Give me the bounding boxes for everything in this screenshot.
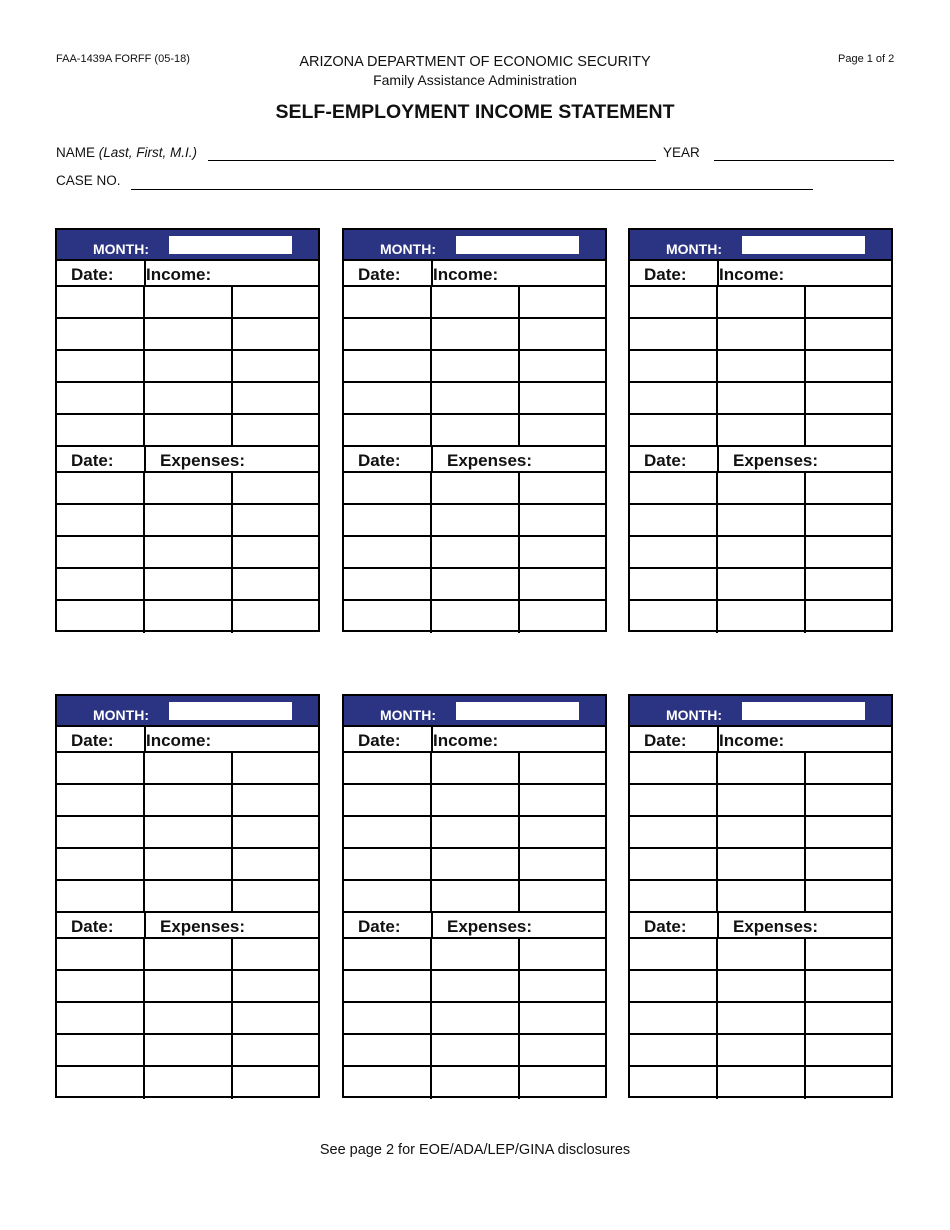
expenses-cell[interactable] (806, 1035, 891, 1067)
case-number-field[interactable] (131, 189, 813, 190)
income-cell[interactable] (432, 319, 520, 351)
month-label: MONTH: (380, 707, 436, 723)
column-divider (144, 913, 146, 937)
month-header (344, 696, 605, 727)
expenses-label: Expenses: (447, 451, 533, 470)
income-cell[interactable] (630, 881, 718, 913)
expenses-cell[interactable] (233, 939, 318, 971)
expenses-cell[interactable] (718, 1003, 806, 1035)
expenses-cell[interactable] (233, 569, 318, 601)
expenses-cell[interactable] (145, 569, 233, 601)
expenses-cell[interactable] (718, 537, 806, 569)
income-cell[interactable] (630, 415, 718, 447)
expenses-cell[interactable] (344, 939, 432, 971)
month-block-1 (55, 228, 320, 632)
expenses-cell[interactable] (630, 1035, 718, 1067)
expenses-cell[interactable] (344, 537, 432, 569)
expenses-cell[interactable] (520, 601, 605, 633)
expenses-cell[interactable] (233, 473, 318, 505)
expenses-cell[interactable] (57, 939, 145, 971)
income-cell[interactable] (145, 383, 233, 415)
month-block-3 (628, 228, 893, 632)
income-cell[interactable] (432, 351, 520, 383)
expenses-cell[interactable] (344, 1067, 432, 1099)
income-cell[interactable] (432, 785, 520, 817)
expenses-cell[interactable] (718, 601, 806, 633)
income-cell[interactable] (344, 817, 432, 849)
income-cell[interactable] (145, 753, 233, 785)
income-cell[interactable] (233, 287, 318, 319)
income-header-row (630, 261, 891, 287)
expenses-cell[interactable] (806, 939, 891, 971)
expenses-cell[interactable] (806, 601, 891, 633)
income-cell[interactable] (630, 817, 718, 849)
date-label: Date: (644, 917, 687, 936)
income-cell[interactable] (233, 785, 318, 817)
expenses-cell[interactable] (520, 1035, 605, 1067)
income-cell[interactable] (630, 753, 718, 785)
income-label: Income: (146, 731, 212, 750)
month-header (630, 696, 891, 727)
expenses-cell[interactable] (432, 971, 520, 1003)
income-header-row (344, 261, 605, 287)
date-label: Date: (644, 265, 687, 284)
expenses-cell[interactable] (432, 1003, 520, 1035)
column-divider (431, 913, 433, 937)
month-input[interactable] (169, 702, 292, 720)
income-cell[interactable] (806, 817, 891, 849)
income-cell[interactable] (57, 383, 145, 415)
expenses-header-row (57, 447, 318, 473)
month-header (57, 230, 318, 261)
expenses-cell[interactable] (432, 1067, 520, 1099)
income-cell[interactable] (520, 753, 605, 785)
year-label: YEAR (663, 145, 700, 160)
income-cell[interactable] (806, 785, 891, 817)
expenses-cell[interactable] (718, 505, 806, 537)
expenses-cell[interactable] (57, 1003, 145, 1035)
expenses-cell[interactable] (630, 1067, 718, 1099)
income-cell[interactable] (520, 785, 605, 817)
income-cell[interactable] (344, 849, 432, 881)
expenses-cell[interactable] (233, 537, 318, 569)
expenses-cell[interactable] (520, 505, 605, 537)
income-header-row (57, 261, 318, 287)
income-cell[interactable] (57, 415, 145, 447)
expenses-cell[interactable] (145, 473, 233, 505)
income-cell[interactable] (520, 351, 605, 383)
income-cell[interactable] (344, 351, 432, 383)
expenses-cell[interactable] (806, 473, 891, 505)
expenses-cell[interactable] (630, 971, 718, 1003)
expenses-cell[interactable] (718, 1067, 806, 1099)
expenses-cell[interactable] (630, 537, 718, 569)
expenses-cell[interactable] (233, 601, 318, 633)
expenses-cell[interactable] (57, 971, 145, 1003)
income-cell[interactable] (718, 383, 806, 415)
income-cell[interactable] (806, 881, 891, 913)
column-divider (144, 447, 146, 471)
income-cell[interactable] (233, 817, 318, 849)
expenses-cell[interactable] (57, 505, 145, 537)
income-cell[interactable] (630, 383, 718, 415)
agency-name: ARIZONA DEPARTMENT OF ECONOMIC SECURITY (299, 54, 651, 70)
income-cell[interactable] (520, 881, 605, 913)
expenses-cell[interactable] (520, 1067, 605, 1099)
income-cell[interactable] (432, 817, 520, 849)
income-cell[interactable] (145, 881, 233, 913)
income-cell[interactable] (233, 881, 318, 913)
month-label: MONTH: (666, 241, 722, 257)
income-cell[interactable] (145, 351, 233, 383)
income-cell[interactable] (145, 817, 233, 849)
income-cell[interactable] (57, 287, 145, 319)
income-cell[interactable] (233, 351, 318, 383)
income-cell[interactable] (145, 319, 233, 351)
expenses-cell[interactable] (630, 505, 718, 537)
expenses-cell[interactable] (344, 601, 432, 633)
income-cell[interactable] (806, 753, 891, 785)
income-label: Income: (719, 265, 785, 284)
income-cell[interactable] (432, 753, 520, 785)
month-input[interactable] (456, 702, 579, 720)
expenses-cell[interactable] (718, 473, 806, 505)
income-label: Income: (433, 265, 499, 284)
date-label: Date: (71, 731, 114, 750)
income-cell[interactable] (806, 415, 891, 447)
column-divider (431, 447, 433, 471)
expenses-cell[interactable] (145, 971, 233, 1003)
expenses-cell[interactable] (344, 971, 432, 1003)
month-label: MONTH: (666, 707, 722, 723)
income-cell[interactable] (520, 319, 605, 351)
month-input[interactable] (169, 236, 292, 254)
income-cell[interactable] (630, 351, 718, 383)
expenses-cell[interactable] (806, 1067, 891, 1099)
income-cell[interactable] (233, 383, 318, 415)
income-label: Income: (433, 731, 499, 750)
expenses-header-row (630, 447, 891, 473)
expenses-cell[interactable] (432, 939, 520, 971)
date-label: Date: (358, 265, 401, 284)
income-header-row (344, 727, 605, 753)
column-divider (717, 447, 719, 471)
expenses-cell[interactable] (630, 939, 718, 971)
income-cell[interactable] (630, 319, 718, 351)
expenses-header-row (344, 447, 605, 473)
expenses-cell[interactable] (145, 537, 233, 569)
expenses-cell[interactable] (344, 1003, 432, 1035)
division-name: Family Assistance Administration (373, 72, 577, 88)
income-cell[interactable] (233, 849, 318, 881)
income-cell[interactable] (57, 849, 145, 881)
expenses-cell[interactable] (432, 1035, 520, 1067)
date-label: Date: (358, 731, 401, 750)
income-cell[interactable] (520, 817, 605, 849)
year-field[interactable] (714, 160, 894, 161)
name-field[interactable] (208, 160, 656, 161)
expenses-cell[interactable] (344, 505, 432, 537)
month-block-5 (342, 694, 607, 1098)
expenses-cell[interactable] (233, 971, 318, 1003)
expenses-cell[interactable] (57, 1067, 145, 1099)
form-number: FAA-1439A FORFF (05-18) (56, 53, 190, 65)
income-cell[interactable] (57, 319, 145, 351)
income-cell[interactable] (630, 849, 718, 881)
date-label: Date: (71, 265, 114, 284)
expenses-cell[interactable] (806, 1003, 891, 1035)
expenses-cell[interactable] (630, 473, 718, 505)
expenses-cell[interactable] (432, 505, 520, 537)
income-cell[interactable] (718, 415, 806, 447)
expenses-cell[interactable] (344, 1035, 432, 1067)
column-divider (717, 913, 719, 937)
expenses-cell[interactable] (806, 569, 891, 601)
name-hint: (Last, First, M.I.) (98, 145, 198, 160)
expenses-label: Expenses: (733, 451, 819, 470)
income-cell[interactable] (57, 881, 145, 913)
expenses-cell[interactable] (432, 537, 520, 569)
income-cell[interactable] (233, 415, 318, 447)
income-cell[interactable] (718, 351, 806, 383)
income-cell[interactable] (718, 753, 806, 785)
income-header-row (630, 727, 891, 753)
income-cell[interactable] (344, 785, 432, 817)
expenses-cell[interactable] (57, 537, 145, 569)
date-label: Date: (358, 917, 401, 936)
expenses-label: Expenses: (733, 917, 819, 936)
month-block-6 (628, 694, 893, 1098)
income-cell[interactable] (718, 881, 806, 913)
income-cell[interactable] (233, 753, 318, 785)
expenses-cell[interactable] (57, 601, 145, 633)
income-cell[interactable] (520, 383, 605, 415)
income-cell[interactable] (630, 287, 718, 319)
date-label: Date: (644, 731, 687, 750)
income-cell[interactable] (630, 785, 718, 817)
expenses-cell[interactable] (145, 939, 233, 971)
expenses-label: Expenses: (447, 917, 533, 936)
expenses-cell[interactable] (806, 505, 891, 537)
expenses-cell[interactable] (233, 505, 318, 537)
name-label: NAME (56, 145, 96, 160)
expenses-cell[interactable] (145, 1035, 233, 1067)
income-cell[interactable] (344, 881, 432, 913)
agency-header (0, 53, 950, 89)
month-block-2 (342, 228, 607, 632)
month-input[interactable] (742, 236, 865, 254)
income-cell[interactable] (806, 319, 891, 351)
income-header-row (57, 727, 318, 753)
page-number: Page 1 of 2 (838, 53, 895, 65)
income-cell[interactable] (57, 817, 145, 849)
expenses-cell[interactable] (145, 1067, 233, 1099)
income-cell[interactable] (145, 415, 233, 447)
income-cell[interactable] (718, 319, 806, 351)
form-title: SELF-EMPLOYMENT INCOME STATEMENT (275, 101, 675, 123)
expenses-label: Expenses: (160, 917, 246, 936)
expenses-cell[interactable] (520, 473, 605, 505)
expenses-cell[interactable] (520, 569, 605, 601)
income-cell[interactable] (145, 849, 233, 881)
expenses-cell[interactable] (344, 569, 432, 601)
income-cell[interactable] (432, 881, 520, 913)
date-label: Date: (644, 451, 687, 470)
income-cell[interactable] (806, 351, 891, 383)
expenses-cell[interactable] (145, 601, 233, 633)
expenses-cell[interactable] (233, 1003, 318, 1035)
case-number-label: CASE NO. (56, 173, 121, 188)
month-label: MONTH: (93, 707, 149, 723)
income-cell[interactable] (344, 753, 432, 785)
expenses-cell[interactable] (718, 939, 806, 971)
date-label: Date: (71, 917, 114, 936)
income-cell[interactable] (718, 817, 806, 849)
income-cell[interactable] (520, 849, 605, 881)
expenses-cell[interactable] (718, 971, 806, 1003)
income-cell[interactable] (57, 351, 145, 383)
income-cell[interactable] (520, 287, 605, 319)
expenses-cell[interactable] (520, 971, 605, 1003)
name-label-group (56, 145, 197, 160)
expenses-cell[interactable] (520, 537, 605, 569)
income-cell[interactable] (145, 785, 233, 817)
expenses-header-row (344, 913, 605, 939)
expenses-cell[interactable] (145, 505, 233, 537)
expenses-cell[interactable] (630, 1003, 718, 1035)
expenses-cell[interactable] (520, 1003, 605, 1035)
income-cell[interactable] (344, 415, 432, 447)
income-label: Income: (719, 731, 785, 750)
expenses-cell[interactable] (806, 537, 891, 569)
month-label: MONTH: (93, 241, 149, 257)
income-cell[interactable] (57, 753, 145, 785)
expenses-cell[interactable] (630, 569, 718, 601)
income-cell[interactable] (344, 287, 432, 319)
income-cell[interactable] (432, 415, 520, 447)
expenses-cell[interactable] (806, 971, 891, 1003)
expenses-cell[interactable] (718, 1035, 806, 1067)
date-label: Date: (358, 451, 401, 470)
month-header (630, 230, 891, 261)
expenses-cell[interactable] (432, 473, 520, 505)
expenses-cell[interactable] (145, 1003, 233, 1035)
expenses-cell[interactable] (520, 939, 605, 971)
expenses-cell[interactable] (344, 473, 432, 505)
expenses-cell[interactable] (630, 601, 718, 633)
expenses-cell[interactable] (718, 569, 806, 601)
income-cell[interactable] (233, 319, 318, 351)
income-cell[interactable] (145, 287, 233, 319)
income-cell[interactable] (718, 849, 806, 881)
expenses-cell[interactable] (57, 1035, 145, 1067)
month-header (344, 230, 605, 261)
date-label: Date: (71, 451, 114, 470)
expenses-cell[interactable] (432, 601, 520, 633)
income-cell[interactable] (57, 785, 145, 817)
month-label: MONTH: (380, 241, 436, 257)
income-cell[interactable] (344, 383, 432, 415)
month-input[interactable] (456, 236, 579, 254)
income-cell[interactable] (344, 319, 432, 351)
income-cell[interactable] (806, 849, 891, 881)
income-cell[interactable] (806, 287, 891, 319)
month-input[interactable] (742, 702, 865, 720)
income-cell[interactable] (806, 383, 891, 415)
income-cell[interactable] (520, 415, 605, 447)
income-cell[interactable] (432, 383, 520, 415)
income-cell[interactable] (718, 287, 806, 319)
expenses-label: Expenses: (160, 451, 246, 470)
expenses-cell[interactable] (233, 1035, 318, 1067)
expenses-header-row (630, 913, 891, 939)
income-cell[interactable] (432, 287, 520, 319)
income-label: Income: (146, 265, 212, 284)
expenses-cell[interactable] (57, 569, 145, 601)
expenses-header-row (57, 913, 318, 939)
footer-note: See page 2 for EOE/ADA/LEP/GINA disclosures (319, 1142, 631, 1158)
income-cell[interactable] (432, 849, 520, 881)
expenses-cell[interactable] (432, 569, 520, 601)
expenses-cell[interactable] (57, 473, 145, 505)
expenses-cell[interactable] (233, 1067, 318, 1099)
month-block-4 (55, 694, 320, 1098)
income-cell[interactable] (718, 785, 806, 817)
month-header (57, 696, 318, 727)
